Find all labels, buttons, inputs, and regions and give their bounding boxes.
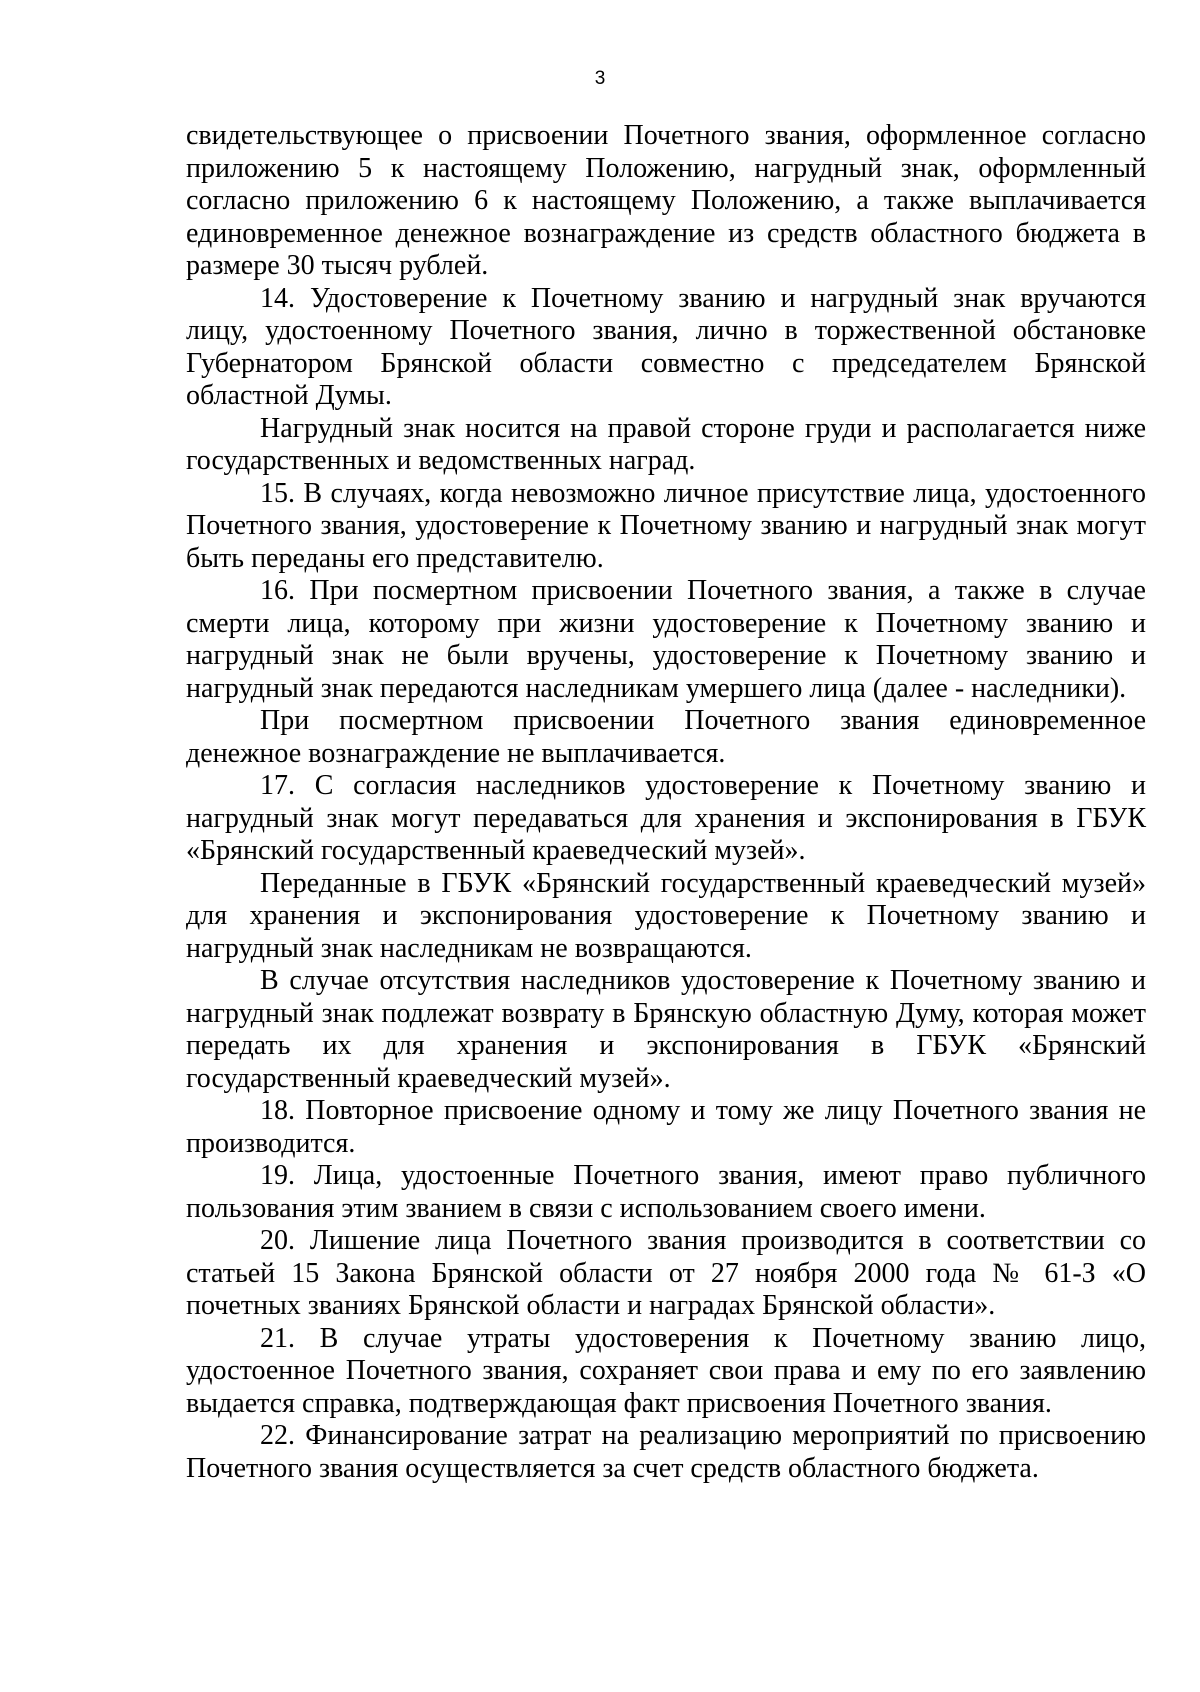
paragraph-item-17: 17. С согласия наследников удостоверение к Почетному званию и нагрудный знак могут передаваться для хранения и экспонирования в ГБУК «Брянский государственный краеведческий музей».	[186, 770, 1146, 866]
paragraph-item-21: 21. В случае утраты удостоверения к Почетному званию лицо, удостоенное Почетного звания, сохраняет свои права и ему по его заявлению выдается справка, подтверждающая факт присвоения Почетного звания.	[186, 1322, 1146, 1419]
paragraph-item-16: 16. При посмертном присвоении Почетного звания, а также в случае смерти лица, которому при жизни удостоверение к Почетному званию и нагрудный знак не были вручены, удостоверение к Почетному званию и нагрудный знак передаются наследникам умершего лица (далее - наследники).	[186, 575, 1146, 704]
paragraph-item-20: 20. Лишение лица Почетного звания производится в соответствии со статьей 15 Закона Брянской области от 27 ноября 2000 года № 61-З «О почетных званиях Брянской области и наградах Брянской области».	[186, 1225, 1146, 1321]
page-number: 3	[594, 68, 606, 89]
paragraph-museum-transfer: Переданные в ГБУК «Брянский государственный краеведческий музей» для хранения и экспонирования удостоверение к Почетному званию и нагрудный знак наследникам не возвращаются.	[186, 867, 1146, 964]
paragraph-item-18: 18. Повторное присвоение одному и тому же лицу Почетного звания не производится.	[186, 1095, 1146, 1159]
paragraph-no-heirs: В случае отсутствия наследников удостоверение к Почетному званию и нагрудный знак подлежат возврату в Брянскую областную Думу, которая может передать их для хранения и экспонирования в ГБУК «Брянский государственный краеведческий музей».	[186, 965, 1146, 1094]
paragraph-continuation: свидетельствующее о присвоении Почетного звания, оформленное согласно приложению 5 к настоящему Положению, нагрудный знак, оформленный согласно приложению 6 к настоящему Положению, а также выплачивается единовременное денежное вознаграждение из средств областного бюджета в размере 30 тысяч рублей.	[186, 120, 1146, 281]
paragraph-item-22: 22. Финансирование затрат на реализацию мероприятий по присвоению Почетного звания осуществляется за счет средств областного бюджета.	[186, 1420, 1146, 1484]
paragraph-item-14: 14. Удостоверение к Почетному званию и нагрудный знак вручаются лицу, удостоенному Почетного звания, лично в торжественной обстановке Губернатором Брянской области совместно с председателем Брянской областной Думы.	[186, 282, 1146, 411]
paragraph-item-15: 15. В случаях, когда невозможно личное присутствие лица, удостоенного Почетного звания, удостоверение к Почетному званию и нагрудный знак могут быть переданы его представителю.	[186, 477, 1146, 574]
paragraph-item-19: 19. Лица, удостоенные Почетного звания, имеют право публичного пользования этим званием в связи с использованием своего имени.	[186, 1160, 1146, 1224]
paragraph-badge-wearing: Нагрудный знак носится на правой стороне груди и располагается ниже государственных и ведомственных наград.	[186, 412, 1146, 476]
document-body	[186, 120, 1146, 1485]
paragraph-posthumous-reward: При посмертном присвоении Почетного звания единовременное денежное вознаграждение не выплачивается.	[186, 705, 1146, 769]
